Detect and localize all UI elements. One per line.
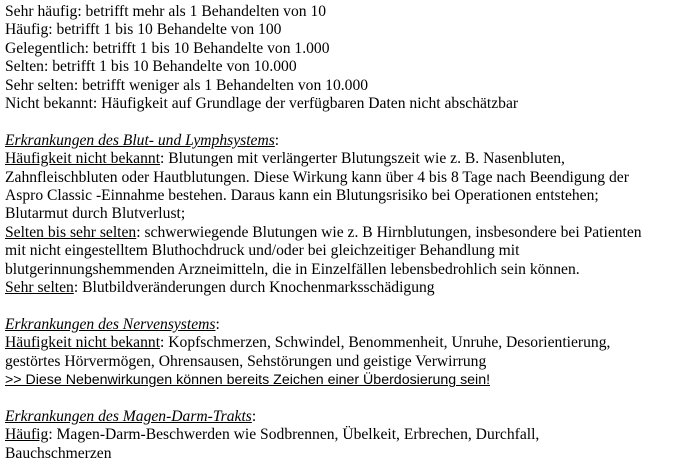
frequency-label: Sehr selten [5,279,74,297]
entry-text: : schwerwiegende Blutungen wie z. B Hirnblutungen, insbesondere bei Patienten [136,223,642,241]
spacer [5,113,675,131]
section-gastrointestinal [5,408,675,463]
section-heading: Erkrankungen des Nervensystems: [5,315,220,333]
entry-line [5,224,675,242]
frequency-definition: Nicht bekannt: Häufigkeit auf Grundlage der verfügbaren Daten nicht abschätzbar [5,95,519,113]
frequency-label: Häufigkeit nicht bekannt [5,150,161,168]
frequency-definition: Sehr häufig: betrifft mehr als 1 Behandelten von 10 [5,3,327,20]
entry-line: gestörtes Hörvermögen, Ohrensausen, Sehstörungen und geistige Verwirrung [5,352,487,370]
section-blood-lymph [5,132,675,298]
entry-line [5,279,675,297]
frequency-definition: Häufig: betrifft 1 bis 10 Behandelte von 100 [5,21,282,39]
frequency-label: Häufigkeit nicht bekannt [5,334,161,352]
frequency-definition: Sehr selten: betrifft weniger als 1 Behandelten von 10.000 [5,76,369,94]
entry-line: Bauchschmerzen [5,444,112,462]
frequency-label: Häufig [5,426,49,444]
frequency-definition: Selten: betrifft 1 bis 10 Behandelte von 10.000 [5,58,297,76]
section-nervous-system [5,316,675,390]
entry-line: mit nicht eingestelltem Bluthochdruck und/oder bei gleichzeitiger Behandlung mit [5,242,520,260]
entry-line [5,334,675,352]
document-page [5,3,675,463]
entry-line: Aspro Classic -Einnahme bestehen. Daraus kann ein Blutungsrisiko bei Operationen entstehen; [5,187,599,205]
section-title: Erkrankungen des Blut- und Lymphsystems [5,131,275,149]
section-heading: Erkrankungen des Magen-Darm-Trakts: [5,407,257,425]
section-heading: Erkrankungen des Blut- und Lymphsystems: [5,131,280,149]
spacer [5,390,675,408]
entry-text: : Blutbildveränderungen durch Knochenmarksschädigung [73,279,435,297]
section-title: Erkrankungen des Nervensystems [5,315,216,333]
overdose-warning-line [5,371,675,389]
entry-line [5,426,675,444]
frequency-definition: Gelegentlich: betrifft 1 bis 10 Behandelte von 1.000 [5,39,330,57]
frequency-definitions [5,3,675,113]
frequency-label: Selten bis sehr selten [5,223,137,241]
section-title: Erkrankungen des Magen-Darm-Trakts [5,407,252,425]
entry-text: : Kopfschmerzen, Schwindel, Benommenheit, Unruhe, Desorientierung, [160,334,611,352]
entry-line: Zahnfleischbluten oder Hautblutungen. Diese Wirkung kann über 4 bis 8 Tage nach Beendigung der [5,168,629,186]
entry-line [5,150,675,168]
entry-text: : Blutungen mit verlängerter Blutungszeit wie z. B. Nasenbluten, [160,150,565,168]
overdose-warning: >> Diese Nebenwirkungen können bereits Zeichen einer Überdosierung sein! [5,372,491,389]
entry-text: : Magen-Darm-Beschwerden wie Sodbrennen, Übelkeit, Erbrechen, Durchfall, [48,426,540,444]
entry-line: Blutarmut durch Blutverlust; [5,205,186,223]
entry-line: blutgerinnungshemmenden Arzneimitteln, die in Einzelfällen lebensbedrohlich sein können. [5,260,580,278]
spacer [5,297,675,315]
